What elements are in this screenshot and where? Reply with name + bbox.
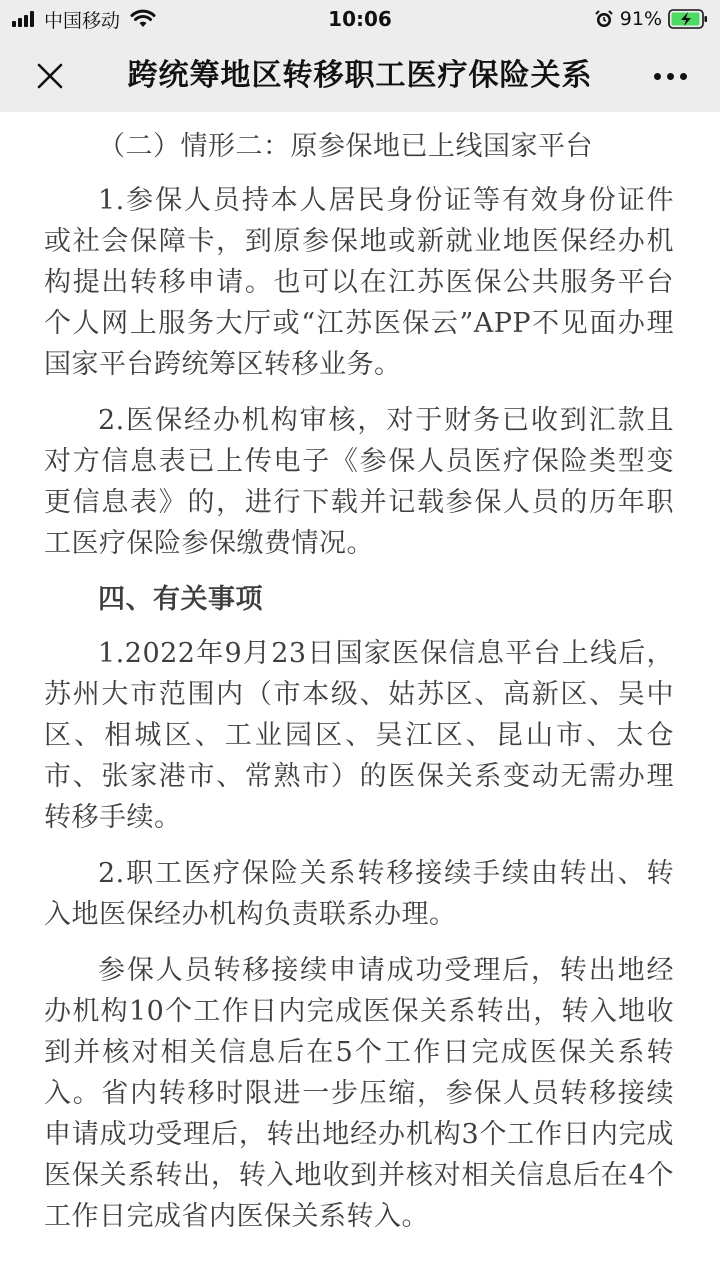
article-body[interactable] <box>0 112 720 1280</box>
status-right <box>594 6 708 32</box>
status-time: 10:06 <box>328 7 392 31</box>
page-title: 跨统筹地区转移职工医疗保险关系 <box>127 58 593 93</box>
nav-bar <box>0 40 720 112</box>
paragraph: 2.医保经办机构审核，对于财务已收到汇款且对方信息表已上传电子《参保人员医疗保险类型变更信息表》的，进行下载并记载参保人员的历年职工医疗保险参保缴费情况。 <box>44 405 674 559</box>
close-icon <box>36 62 64 90</box>
battery-percent: 91% <box>619 8 662 30</box>
battery-charging-icon <box>668 9 708 29</box>
alarm-icon <box>594 9 614 29</box>
more-button[interactable] <box>648 54 692 98</box>
more-icon-dot <box>667 73 674 80</box>
paragraph: 2.职工医疗保险关系转移接续手续由转出、转入地医保经办机构负责联系办理。 <box>44 858 674 930</box>
paragraph: 1.2022年9月23日国家医保信息平台上线后，苏州大市范围内（市本级、姑苏区、高新区、吴中区、相城区、工业园区、吴江区、昆山市、太仓市、张家港市、常熟市）的医保关系变动无需办理转移手续。 <box>44 638 674 833</box>
more-icon-dot <box>680 73 687 80</box>
paragraph: 参保人员转移接续申请成功受理后，转出地经办机构10个工作日内完成医保关系转出，转入地收到并核对相关信息后在5个工作日完成医保关系转入。省内转移时限进一步压缩，参保人员转移接续申请成功受理后，转出地经办机构3个工作日内完成医保关系转出，转入地收到并核对相关信息后在4个工作日完成省内医保关系转入。 <box>44 955 674 1232</box>
close-button[interactable] <box>28 54 72 98</box>
paragraph: 1.参保人员持本人居民身份证等有效身份证件或社会保障卡，到原参保地或新就业地医保经办机构提出转移申请。也可以在江苏医保公共服务平台个人网上服务大厅或“江苏医保云”APP不见面办理国家平台跨统筹区转移业务。 <box>44 185 674 380</box>
section-heading: 四、有关事项 <box>98 584 263 615</box>
more-icon <box>654 73 661 80</box>
status-bar <box>0 0 720 40</box>
section-subheading: （二）情形二：原参保地已上线国家平台 <box>98 131 593 162</box>
carrier-label: 中国移动 <box>44 9 121 32</box>
